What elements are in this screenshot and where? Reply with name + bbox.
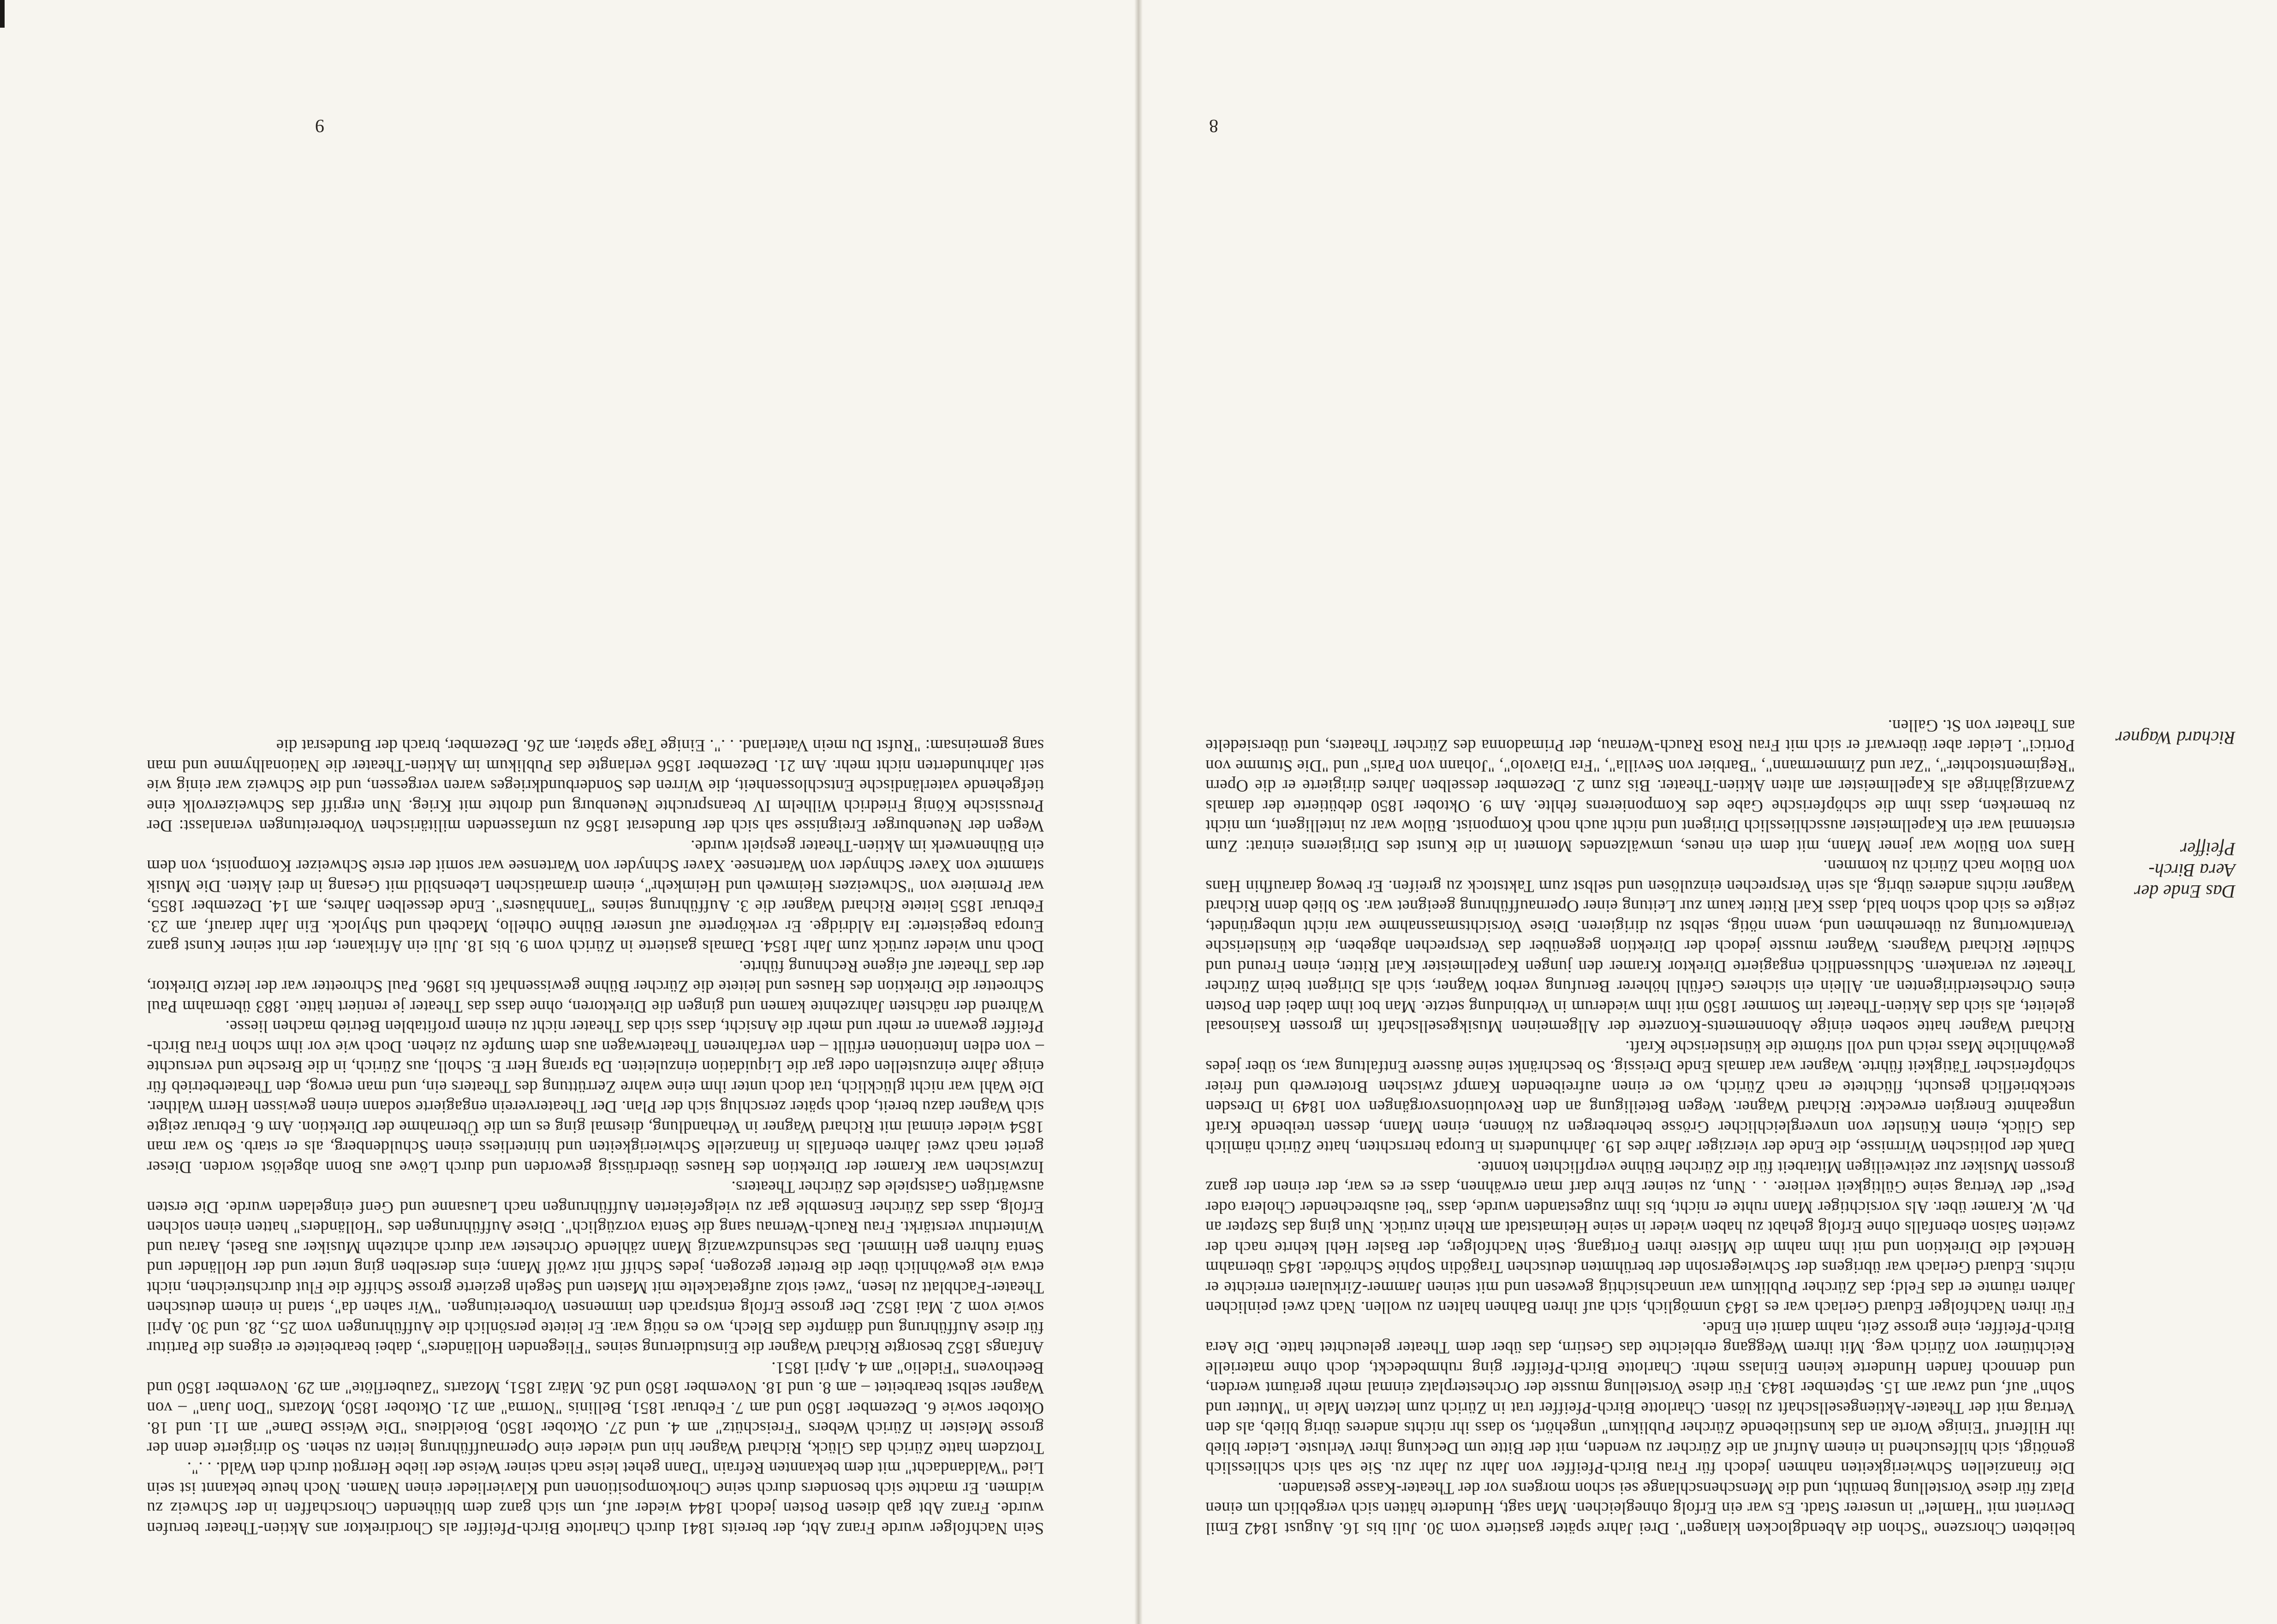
- body-text-page-8: [1205, 716, 2075, 1539]
- page-number-8: 8: [1209, 116, 1218, 137]
- paragraph: Trotzdem hatte Zürich das Glück, Richard Wagner hin und wieder eine Opernaufführung leiten zu sehen. So dirigierte denn der grosse Meister in Zürich Webers "Freischütz" am 4. und 27. Oktober 1850, Boieldieus "Die Weisse Dame" am 11. und 18. Oktober sowie 6. Dezember 1850 und am 7. Februar 1851, Bellinis "Norma" am 21. Oktober 1850, Mozarts "Don Juan" – von Wagner selbst bearbeitet – am 8. und 18. November 1850 und 26. März 1851, Mozarts "Zauberflöte" am 29. November 1850 und Beethovens "Fidelio" am 4. April 1851.: [147, 1359, 1044, 1458]
- paragraph: Doch nun wieder zurück zum Jahr 1854. Damals gastierte in Zürich vom 9. bis 18. Juli ein Afrikaner, der mit seiner Kunst ganz Europa begeisterte: Ira Aldridge. Er verkörperte auf unserer Bühne Othello, Macbeth und Shylock. Ein Jahr darauf, am 23. Februar 1855 leitete Richard Wagner die 3. Aufführung seines "Tannhäusers". Ende desselben Jahres, am 14. Dezember 1855, war Premiere von "Schweizers Heimweh und Heimkehr", einem dramatischen Lebensbild mit Gesang in drei Akten. Die Musik stammte von Xaver Schnyder von Wartensee. Xaver Schnyder von Wartensee war somit der erste Schweizer Komponist, von dem ein Bühnenwerk im Aktien-Theater gespielt wurde.: [147, 837, 1044, 956]
- paragraph: Inzwischen war Kramer der Direktion des Hauses überdrüssig geworden und durch Löwe aus Bonn abgelöst worden. Dieser geriet nach zwei Jahren ebenfalls in finanzielle Schwierigkeiten und hinterliess einen Schuldenberg, als er starb. So war man 1854 wieder einmal mit Richard Wagner in Verhandlung, diesmal ging es um die Übernahme der Direktion. Am 6. Februar zeigte sich Wagner dazu bereit, doch später zerschlug sich der Plan. Der Theaterverein engagierte sodann einen gewissen Herrn Walther. Die Wahl war nicht glücklich, trat doch unter ihm eine wahre Zerrüttung des Theaters ein, und man erwog, den Theaterbetrieb für einige Jahre einzustellen oder gar die Liquidation einzuleiten. Da sprang Herr E. Scholl, aus Zürich, in die Bresche und versuchte – von edlen Intentionen erfüllt – den verfahrenen Theaterwagen aus dem Sumpfe zu ziehen. Doch wie vor ihm schon Frau Birch-Pfeiffer gewann er mehr und mehr die Ansicht, dass sich das Theater nicht zu einem profitablen Betrieb machen liesse.: [147, 1017, 1044, 1177]
- body-text-page-9: [147, 736, 1044, 1539]
- paragraph: Während der nächsten Jahrzehnte kamen und gingen die Direktoren, ohne dass das Theater je rentiert hätte. 1883 übernahm Paul Schroetter die Direktion des Hauses und leitete die Zürcher Bühne gewissenhaft bis 1896. Paul Schroetter war der letzte Direktor, der das Theater auf eigene Rechnung führte.: [147, 957, 1044, 1016]
- paragraph: beliebten Chorszene "Schon die Abendglocken klangen". Drei Jahre später gastierte vom 30. Juli bis 16. August 1842 Emil Devrient mit "Hamlet" in unserer Stadt. Es war ein Erfolg ohnegleichen. Man sagt, Hunderte hätten sich vergeblich um einen Platz für diese Vorstellung bemüht, und die Menschenschlange sei schon morgens vor der Theater-Kasse gestanden.: [1205, 1479, 2075, 1538]
- paragraph: Richard Wagner hatte soeben einige Abonnements-Konzerte der Allgemeinen Musikgesellschaft im grossen Kasinosaal geleitet, als sich das Aktien-Theater im Sommer 1850 mit ihm wiederum in Verbindung setzte. Man bot ihm dabei den Posten eines Orchesterdirigenten an. Allein ein sicheres Gefühl höherer Berufung verbot Wagner, sich als Dirigent beim Zürcher Theater zu verankern. Schlussendlich engagierte Direktor Kramer den jungen Kapellmeister Karl Ritter, einen Freund und Schüler Richard Wagners. Wagner musste jedoch der Direktion gegenüber das Versprechen abgeben, die künstlerische Verantwortung zu übernehmen und, wenn nötig, selbst zu dirigieren. Diese Vorsichtsmassnahme war nicht unbegründet, zeigte es sich doch schon bald, dass Karl Ritter kaum zur Leitung einer Opernaufführung geeignet war. So blieb denn Richard Wagner nichts anderes übrig, als sein Versprechen einzulösen und selbst zum Taktstock zu greifen. Er bewog daraufhin Hans von Bülow nach Zürich zu kommen.: [1205, 857, 2075, 1037]
- paragraph: Anfangs 1852 besorgte Richard Wagner die Einstudierung seines "Fliegenden Holländers", dabei bearbeitete er eigens die Partitur für diese Aufführung und dämpfte das Blech, wo es nötig war. Er leitete persönlich die Aufführungen vom 25., 28. und 30. April sowie vom 2. Mai 1852. Der grosse Erfolg entsprach den immensen Vorbereitungen. "Wir sahen da", stand in einem deutschen Theater-Fachblatt zu lesen, "zwei stolz aufgetackelte mit Masten und Segeln gezierte grosse Schiffe die Flut durchstreichen, nicht etwa wie gewöhnlich über die Bretter gezogen, jedes Schiff mit zwölf Mann; eins derselben ging unter und der Holländer und Senta fuhren gen Himmel. Das sechsundzwanzig Mann zählende Orchester war durch achtzehn Musiker aus Basel, Aarau und Winterthur verstärkt. Frau Rauch-Wernau sang die Senta vorzüglich". Diese Aufführungen des "Holländers" hatten einen solchen Erfolg, dass das Zürcher Ensemble gar zu vielgefeierten Aufführungen nach Lausanne und Genf eingeladen wurde. Die ersten auswärtigen Gastspiele des Zürcher Theaters.: [147, 1178, 1044, 1358]
- paragraph: Wegen der Neuenburger Ereignisse sah sich der Bundesrat 1856 zu umfassenden militärischen Vorbereitungen veranlasst: Der Preussische König Friedrich Wilhelm IV beanspruchte Neuenburg und drohte mit Krieg. Nun ergriff das Schweizervolk eine tiefgehende vaterländische Entschlossenheit, die Wirren des Sonderbundkrieges waren vergessen, und die Schweiz war einig wie seit Jahrhunderten nicht mehr. Am 21. Dezember 1856 verlangte das Publikum im Aktien-Theater die Nationalhymne und man sang gemeinsam: "Rufst Du mein Vaterland. . .". Einige Tage später, am 26. Dezember, brach der Bundesrat die: [147, 736, 1044, 836]
- paragraph: Für ihren Nachfolger Eduard Gerlach war es 1843 unmöglich, sich auf ihren Bahnen halten zu wollen. Nach zwei peinlichen Jahren räumte er das Feld; das Zürcher Publikum war unnachsichtig gewesen und mit seinen Jammer-Zirkularen erreichte er nichts. Eduard Gerlach war übrigens der Schwiegersohn der berühmten deutschen Tragödin Sophie Schröder. 1845 übernahm Henckel die Direktion und mit ihm nahm die Misere ihren Fortgang. Sein Nachfolger, der Basler Hehl kehrte nach der zweiten Saison ebenfalls ohne Erfolg gehabt zu haben wieder in seine Heimatstadt am Rhein zurück. Nun ging das Szepter an Ph. W. Kramer über. Als vorsichtiger Mann ruhte er nicht, bis ihm zugestanden wurde, dass "bei ausbrechender Cholera oder Pest" der Vertrag seine Gültigkeit verliere. . . Nun, zu seiner Ehre darf man erwähnen, dass er es war, der einen der ganz grossen Musiker zur zeitweiligen Mitarbeit für die Zürcher Bühne verpflichten konnte.: [1205, 1158, 2075, 1318]
- scan-edge-mark: [0, 0, 5, 28]
- paragraph: Die finanziellen Schwierigkeiten nahmen jedoch für Frau Birch-Pfeiffer von Jahr zu Jahr zu. Sie sah sich schliesslich genötigt, sich hilfesuchend in einem Aufruf an die Zürcher zu wenden, mit der Bitte um Deckung ihrer Verluste. Leider blieb ihr Hilferuf "Einige Worte an das kunstliebende Zürcher Publikum" ungehört, so dass ihr nichts anderes übrig blieb, als den Vertrag mit der Theater-Aktiengesellschaft zu lösen. Charlotte Birch-Pfeiffer trat in Zürich zum letzten Male in "Mutter und Sohn" auf, und zwar am 15. September 1843. Für diese Vorstellung musste der Orchesterplatz einmal mehr geräumt werden, und dennoch fanden Hunderte keinen Einlass mehr. Charlotte Birch-Pfeiffer ging ruhmbedeckt, doch ohne materielle Reichtümer von Zürich weg. Mit ihrem Weggang erbleichte das Gestirn, das über dem Theater geleuchtet hatte. Die Aera Birch-Pfeiffer, eine grosse Zeit, nahm damit ein Ende.: [1205, 1319, 2075, 1478]
- page-number-9: 9: [315, 116, 324, 137]
- marginal-note-aera: Das Ende der Aera Birch-Pfeiffer: [2134, 839, 2235, 902]
- page-8: [1138, 0, 2277, 1624]
- paragraph: Hans von Bülow war jener Mann, mit dem ein neues, umwälzendes Moment in die Kunst des Dirigierens eintrat: Zum erstenmal war ein Kapellmeister ausschliesslich Dirigent und nicht auch noch Komponist. Bülow war zu intelligent, um nicht zu bemerken, dass ihm die schöpferische Gabe des Komponierens fehlte. Am 9. Oktober 1850 debütierte der damals Zwanzigjährige als Kapellmeister am alten Aktien-Theater. Bis zum 2. Dezember desselben Jahres dirigierte er die Opern "Regimentstochter", "Zar und Zimmermann", "Barbier von Sevilla", "Fra Diavolo", "Johann von Paris" und "Die Stumme von Portici". Leider aber überwarf er sich mit Frau Rosa Rauch-Wernau, der Primadonna des Zürcher Theaters, und übersiedelte ans Theater von St. Gallen.: [1205, 716, 2075, 856]
- marginal-note-wagner: Richard Wagner: [2115, 728, 2235, 748]
- page-9: [0, 0, 1138, 1624]
- paragraph: Sein Nachfolger wurde Franz Abt, der bereits 1841 durch Charlotte Birch-Pfeiffer als Chordirektor ans Aktien-Theater berufen wurde. Franz Abt gab diesen Posten jedoch 1844 wieder auf, um sich ganz dem blühenden Chorschaffen in der Schweiz zu widmen. Er machte sich besonders durch seine Chorkompositionen und Klavierlieder einen Namen. Noch heute bekannt ist sein Lied "Waldandacht" mit dem bekannten Refrain "Dann gehet leise nach seiner Weise der liebe Herrgott durch den Wald. . .".: [147, 1459, 1044, 1538]
- paragraph: Dank der politischen Wirrnisse, die Ende der vierziger Jahre des 19. Jahrhunderts in Europa herrschten, hatte Zürich nämlich das Glück, einen Künstler von unvergleichlicher Grösse beherbergen zu können, einen Mann, dessen treibende Kraft ungeahnte Energien erweckte: Richard Wagner. Wegen Beteiligung an den Revolutionsvorgängen von 1849 in Dresden steckbrieflich gesucht, flüchtete er nach Zürich, wo er einen aufreibenden Kampf zwischen Broterwerb und freier schöpferischer Tätigkeit führte. Wagner war damals Ende Dreissig. So beschränkt seine äussere Entfaltung war, so über jedes gewöhnliche Mass reich und voll strömte die künstlerische Kraft.: [1205, 1038, 2075, 1157]
